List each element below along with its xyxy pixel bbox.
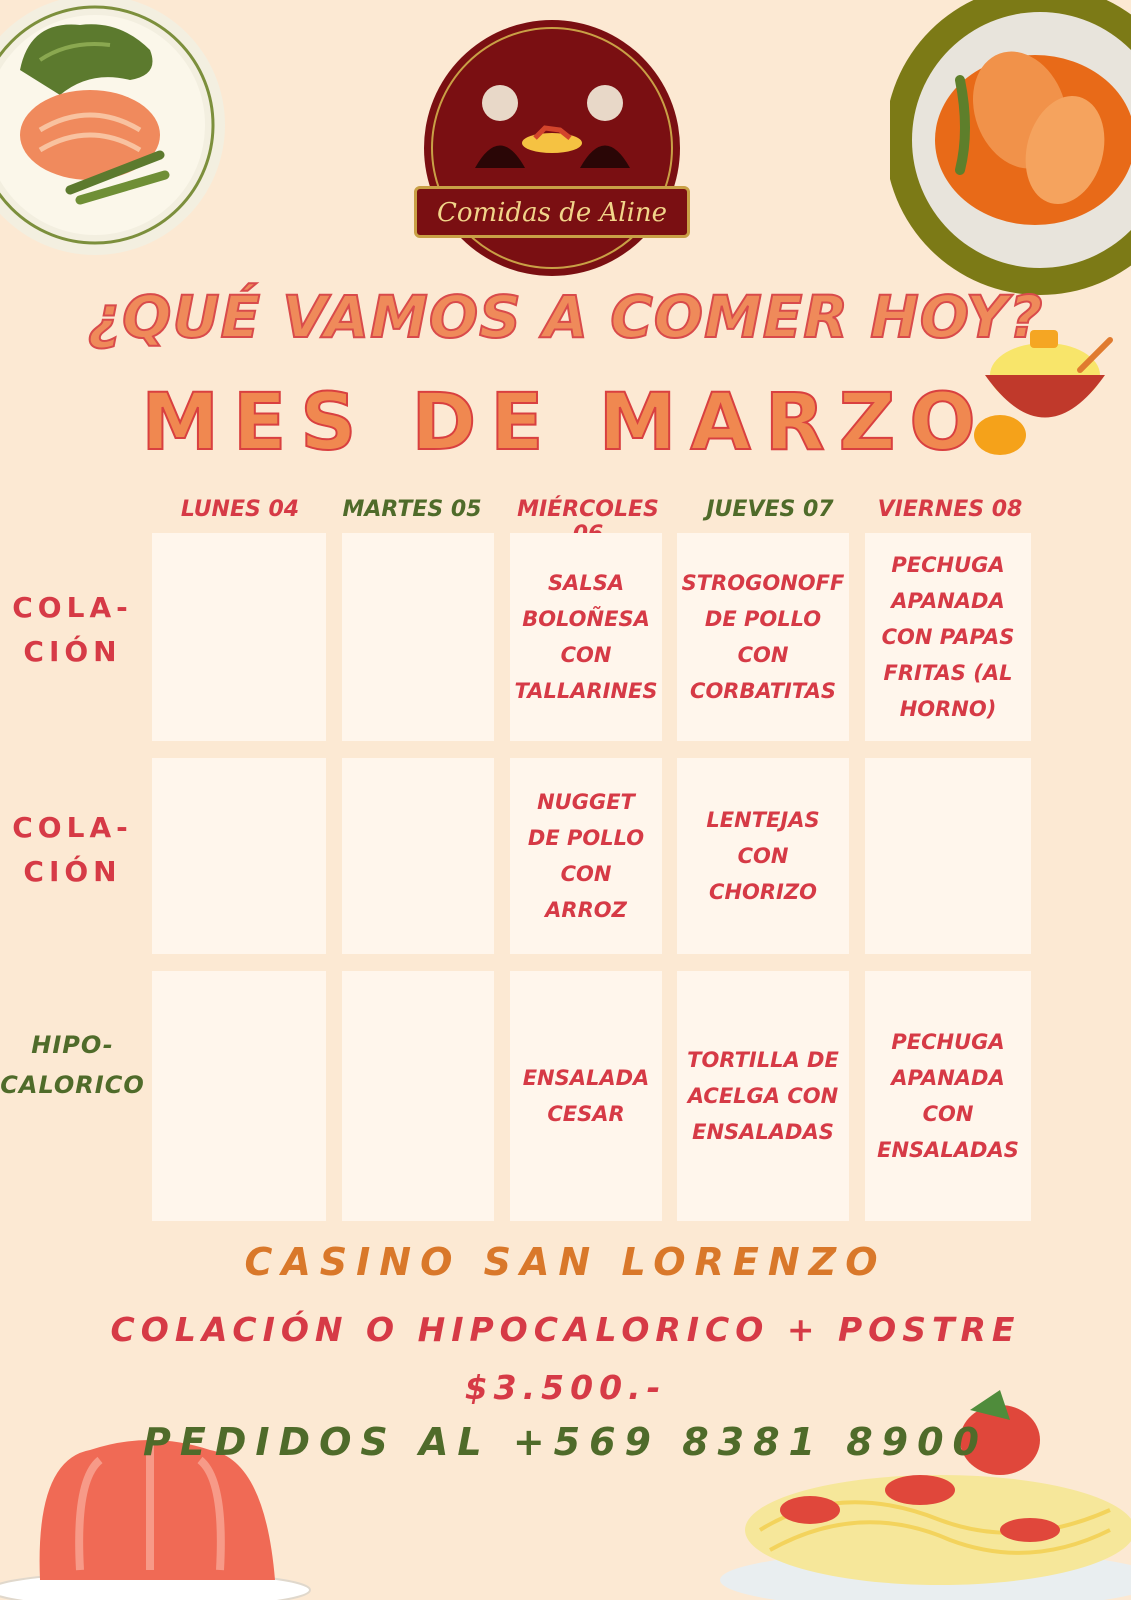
salmon-plate-icon — [0, 0, 230, 270]
menu-cell: STROGONOFF DE POLLO CON CORBATITAS — [677, 533, 849, 741]
day-header: LUNES 04 — [180, 497, 300, 522]
brand-name: Comidas de Aline — [414, 186, 690, 238]
offer-text: COLACIÓN O HIPOCALORICO + POSTRE — [110, 1310, 1021, 1349]
row-label: COLA- CIÓN — [12, 811, 133, 888]
row-label: HIPO- CALORICO — [0, 1031, 145, 1099]
menu-cell — [865, 758, 1031, 954]
menu-cell: TORTILLA DE ACELGA CON ENSALADAS — [677, 971, 849, 1221]
logo-circle-icon — [420, 18, 684, 278]
venue-name: CASINO SAN LORENZO — [244, 1240, 887, 1284]
row-label: COLA- CIÓN — [12, 591, 133, 668]
menu-cell: NUGGET DE POLLO CON ARROZ — [510, 758, 662, 954]
day-header: VIERNES 08 — [877, 497, 1023, 522]
spaghetti-plate-icon — [690, 1380, 1131, 1600]
roast-chicken-plate-icon — [890, 0, 1131, 300]
menu-cell — [152, 533, 326, 741]
menu-cell — [342, 971, 494, 1221]
menu-cell: ENSALADA CESAR — [510, 971, 662, 1221]
brand-logo — [420, 18, 684, 278]
day-header: MIÉRCOLES — [517, 497, 659, 522]
day-header: JUEVES 07 — [706, 497, 834, 522]
page-title: ¿QUÉ VAMOS A COMER HOY? — [87, 283, 1044, 351]
day-header: MARTES 05 — [342, 497, 482, 522]
price: $3.500.- — [464, 1368, 667, 1407]
menu-cell — [342, 533, 494, 741]
menu-cell: PECHUGA APANADA CON ENSALADAS — [865, 971, 1031, 1221]
menu-cell: PECHUGA APANADA CON PAPAS FRITAS (AL HORNO) — [865, 533, 1031, 741]
menu-cell — [342, 758, 494, 954]
page-subtitle: MES DE MARZO — [141, 378, 990, 468]
menu-cell: LENTEJAS CON CHORIZO — [677, 758, 849, 954]
menu-cell — [152, 758, 326, 954]
order-phone: PEDIDOS AL +569 8381 8900 — [143, 1420, 988, 1464]
menu-cell — [152, 971, 326, 1221]
menu-cell: SALSA BOLOÑESA CON TALLARINES — [510, 533, 662, 741]
